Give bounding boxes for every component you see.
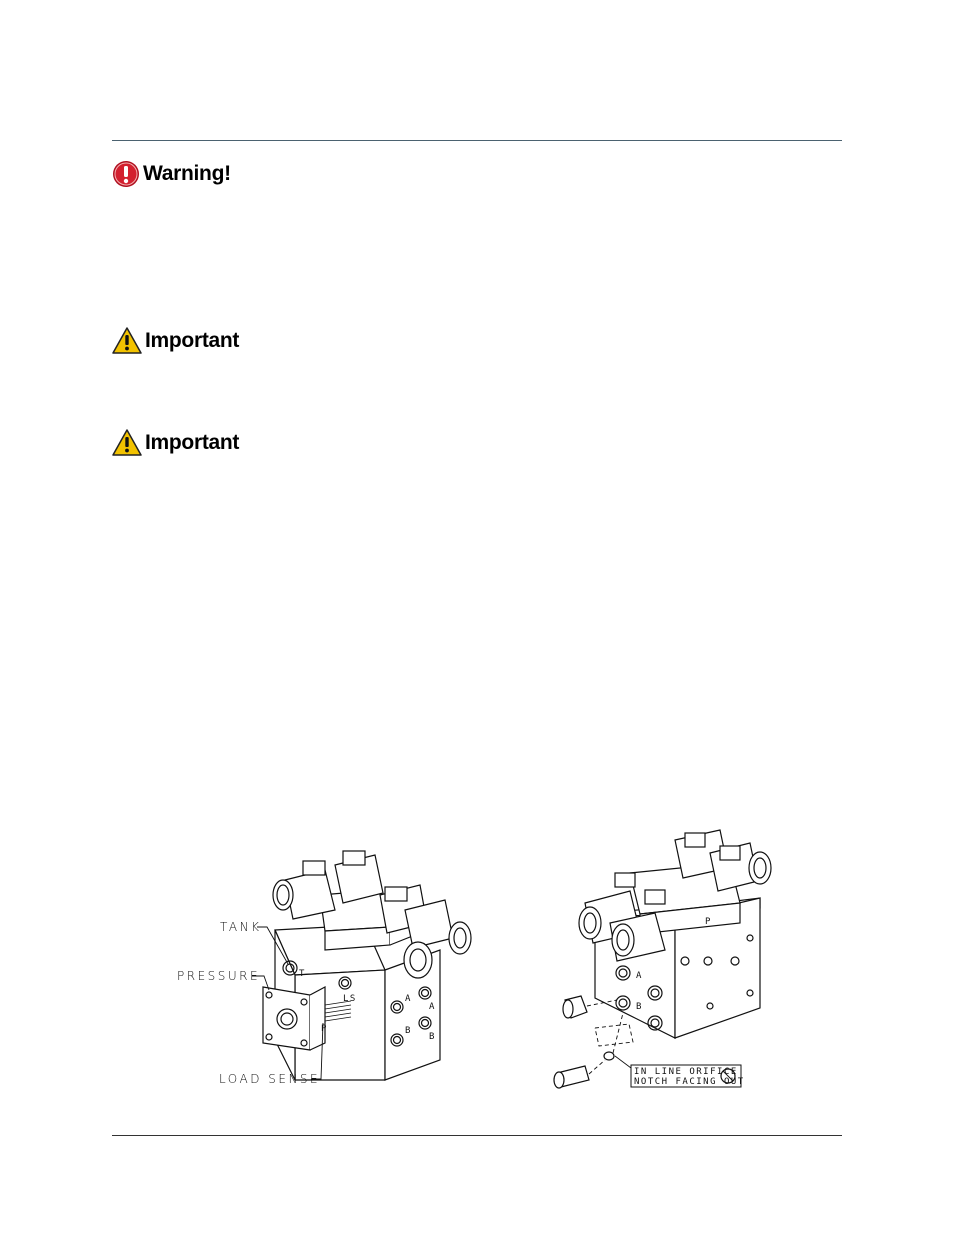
- warning-triangle-icon: [112, 327, 142, 354]
- tank-label: TANK: [220, 920, 262, 934]
- port-ls-label: LS: [343, 994, 357, 1004]
- important-callout: [112, 429, 239, 456]
- port-a-label: A: [405, 994, 412, 1004]
- warning-triangle-icon: [112, 429, 142, 456]
- port-b-label: B: [429, 1032, 436, 1042]
- orifice-note-line-2: NOTCH FACING OUT: [634, 1077, 745, 1087]
- port-a-label: A: [636, 971, 643, 981]
- footer-rule: [112, 1135, 842, 1136]
- pressure-label: PRESSURE: [177, 969, 261, 983]
- valve-block-orifice-figure: [545, 828, 785, 1093]
- warning-callout: [112, 160, 231, 188]
- important-label: Important: [145, 430, 240, 454]
- port-p-label: P: [705, 917, 712, 927]
- valve-block-ports-figure: [175, 835, 485, 1095]
- port-p-label: P: [321, 1024, 328, 1034]
- port-b-label: B: [636, 1002, 643, 1012]
- exclamation-circle-icon: [112, 160, 140, 188]
- orifice-note-line-1: IN LINE ORIFICE: [634, 1067, 738, 1077]
- port-a-label: A: [429, 1002, 436, 1012]
- port-t-label: T: [299, 969, 306, 979]
- port-b-label: B: [405, 1026, 412, 1036]
- important-callout: [112, 327, 239, 354]
- header-rule: [112, 140, 842, 141]
- warning-label: Warning!: [143, 162, 231, 185]
- important-label: Important: [145, 328, 240, 352]
- load-sense-label: LOAD SENSE: [219, 1072, 321, 1086]
